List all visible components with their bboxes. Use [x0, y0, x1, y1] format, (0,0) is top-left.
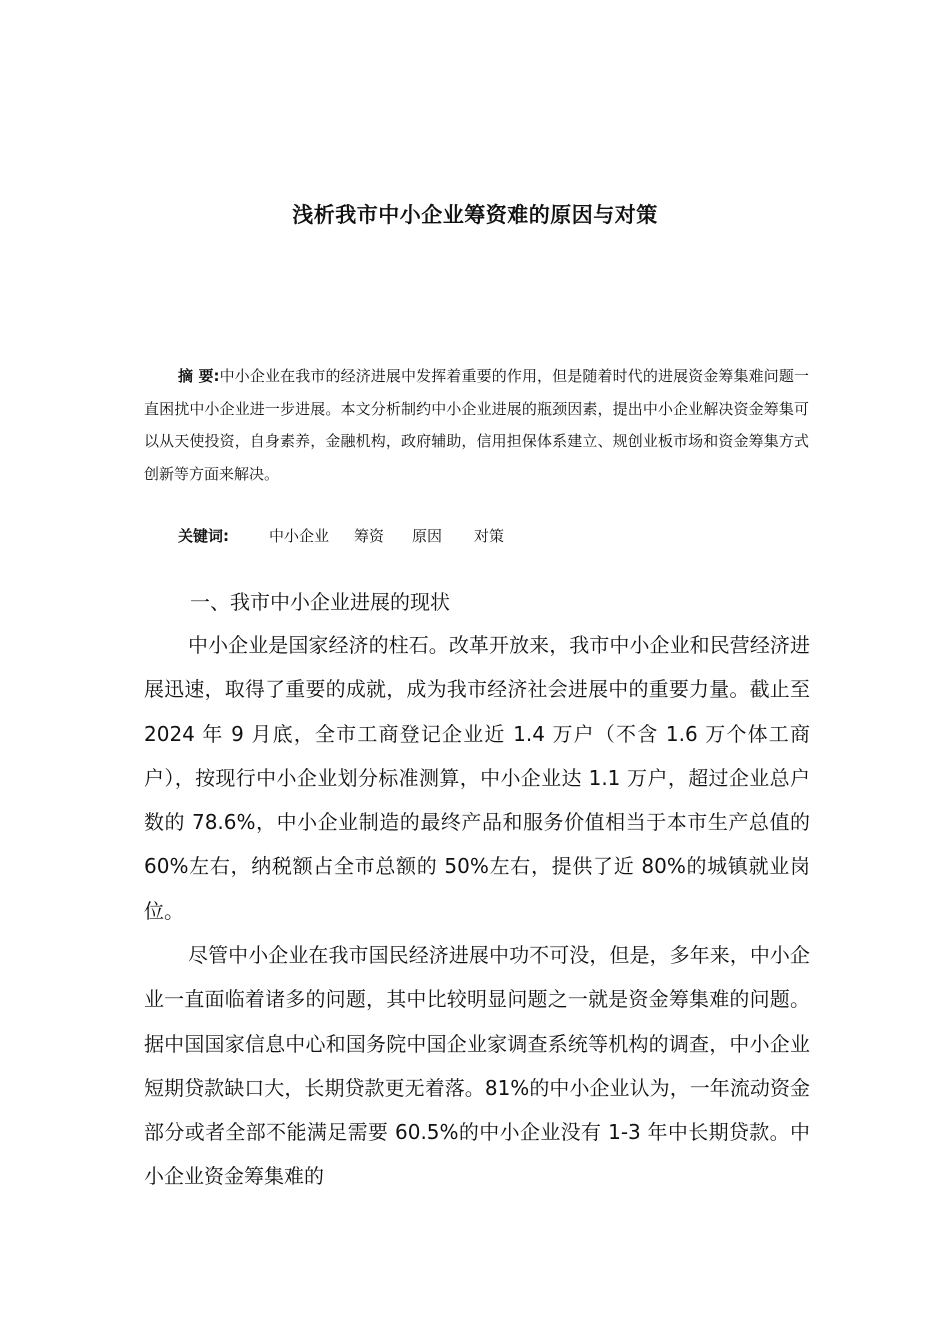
abstract-label: 摘 要: [178, 367, 220, 385]
section-heading: 一、我市中小企业进展的现状 [190, 590, 450, 614]
keywords-line [178, 520, 504, 552]
keyword-item: 中小企业 [269, 527, 330, 545]
abstract-text: 中小企业在我市的经济进展中发挥着重要的作用，但是随着时代的进展资金筹集难问题一直困扰中小企业进一步进展。本文分析制约中小企业进展的瓶颈因素，提出中小企业解决资金筹集可以从天使投资，自身素养，金融机构，政府辅助，信用担保体系建立、规创业板市场和资金筹集方式创新等方面来解决。 [144, 367, 809, 483]
keyword-item: 对策 [474, 527, 505, 545]
document-title: 浅析我市中小企业筹资难的原因与对策 [292, 203, 658, 227]
keywords-label: 关键词: [178, 527, 229, 545]
abstract-paragraph [144, 360, 809, 490]
keyword-item: 筹资 [354, 527, 385, 545]
keyword-item: 原因 [412, 527, 443, 545]
body-paragraph: 尽管中小企业在我市国民经济进展中功不可没，但是，多年来，中小企业一直面临着诸多的问题，其中比较明显问题之一就是资金筹集难的问题。据中国国家信息中心和国务院中国企业家调查系统等机构的调查，中小企业短期贷款缺口大，长期贷款更无着落。81%的中小企业认为，一年流动资金部分或者全部不能满足需要 60.5%的中小企业没有 1-3 年中长期贷款。中小企业资金筹集难的 [144, 943, 810, 1189]
body-paragraph: 中小企业是国家经济的柱石。改革开放来，我市中小企业和民营经济进展迅速，取得了重要的成就，成为我市经济社会进展中的重要力量。截止至 2024 年 9 月底，全市工商登记企业近 1.4 万户（不含 1.6 万个体工商户），按现行中小企业划分标准测算，中小企业达 1.1 万户，超过企业总户数的 78.6%，中小企业制造的最终产品和服务价值相当于本市生产总值的 60%左右，纳税额占全市总额的 50%左右，提供了近 80%的城镇就业岗位。 [144, 633, 810, 923]
